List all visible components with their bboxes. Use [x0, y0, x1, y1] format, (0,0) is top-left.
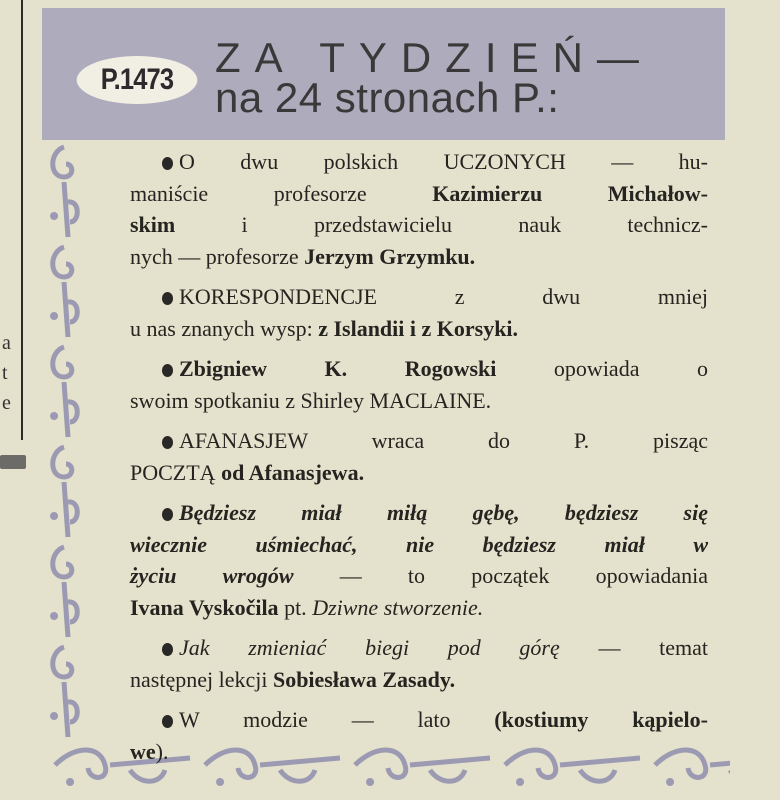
text-line	[130, 425, 708, 457]
ink-smudge	[0, 455, 26, 469]
bullet-icon	[162, 292, 173, 305]
emphasis-text: Kazimierzu Michałow-	[432, 180, 708, 206]
text-segment: W modzie — lato	[179, 707, 495, 732]
list-item	[130, 704, 708, 767]
text-segment: maniście profesorze	[130, 180, 433, 206]
emphasis-text: z Islandii i z Korsyki.	[318, 315, 519, 341]
list-item	[130, 146, 708, 272]
text-line	[130, 632, 708, 664]
text-line	[130, 178, 708, 210]
emphasis-text: skim	[130, 212, 176, 237]
article-list	[130, 146, 708, 776]
bullet-icon	[162, 436, 173, 449]
text-line	[130, 353, 708, 385]
text-line	[130, 497, 708, 529]
text-segment: O dwu polskich UCZONYCH — hu-	[179, 149, 708, 174]
bullet-icon	[162, 508, 173, 521]
emphasis-text: Dziwne stworzenie.	[312, 594, 484, 620]
text-segment: pt.	[278, 594, 313, 620]
list-item	[130, 425, 708, 488]
emphasis-text: Sobiesława Zasady.	[272, 666, 456, 692]
text-segment: u nas znanych wysp:	[130, 315, 319, 341]
text-line	[130, 592, 708, 624]
emphasis-text: Jak zmieniać biegi pod górę	[179, 635, 560, 660]
emphasis-text: życiu wrogów	[130, 563, 294, 588]
text-line	[130, 209, 708, 241]
emphasis-text: Będziesz miał miłą gębę, będziesz się	[179, 500, 708, 525]
text-segment: POCZTĄ	[130, 459, 222, 485]
text-segment: opowiada o	[496, 356, 708, 381]
bullet-icon	[162, 157, 173, 170]
emphasis-text: (kostiumy kąpielo-	[494, 707, 708, 732]
emphasis-text: Zbigniew K. Rogowski	[179, 356, 497, 381]
headline-line2: na 24 stronach P.:	[215, 74, 560, 121]
margin-fragment: t	[2, 362, 8, 384]
text-line	[130, 704, 708, 736]
emphasis-text: od Afanasjewa.	[221, 459, 365, 485]
emphasis-text: we	[130, 738, 156, 764]
text-segment: nych — profesorze	[130, 243, 305, 269]
bullet-icon	[162, 643, 173, 656]
list-item	[130, 353, 708, 416]
text-segment: swoim spotkaniu z Shirley MACLAINE.	[130, 387, 492, 413]
emphasis-text: Ivana Vyskočila	[130, 594, 279, 620]
text-line	[130, 146, 708, 178]
text-line	[130, 457, 708, 489]
text-line	[130, 560, 708, 592]
issue-badge: P.1473	[77, 56, 198, 104]
bullet-icon	[162, 715, 173, 728]
margin-fragment: a	[2, 332, 11, 354]
column-rule	[21, 0, 23, 440]
list-item	[130, 281, 708, 344]
text-line	[130, 385, 708, 417]
text-line	[130, 736, 708, 768]
text-segment: — temat	[559, 635, 708, 660]
text-line	[130, 529, 708, 561]
text-line	[130, 241, 708, 273]
text-line	[130, 664, 708, 696]
margin-fragment: e	[2, 392, 11, 414]
ornament-border-left-icon	[44, 142, 86, 782]
text-line	[130, 281, 708, 313]
text-line	[130, 313, 708, 345]
headline-line1: ZA TYDZIEŃ—	[215, 34, 653, 81]
list-item	[130, 632, 708, 695]
text-segment: KORESPONDENCJE z dwu mniej	[179, 284, 708, 309]
emphasis-text: wiecznie uśmiechać, nie będziesz miał w	[130, 531, 708, 557]
text-segment: ).	[155, 738, 169, 764]
text-segment: i przedstawicielu nauk technicz-	[175, 212, 708, 237]
text-segment: AFANASJEW wraca do P. pisząc	[179, 428, 708, 453]
list-item	[130, 497, 708, 623]
emphasis-text: Jerzym Grzymku.	[304, 243, 476, 269]
bullet-icon	[162, 364, 173, 377]
text-segment: — to początek opowiadania	[293, 563, 708, 588]
text-segment: następnej lekcji	[130, 666, 273, 692]
